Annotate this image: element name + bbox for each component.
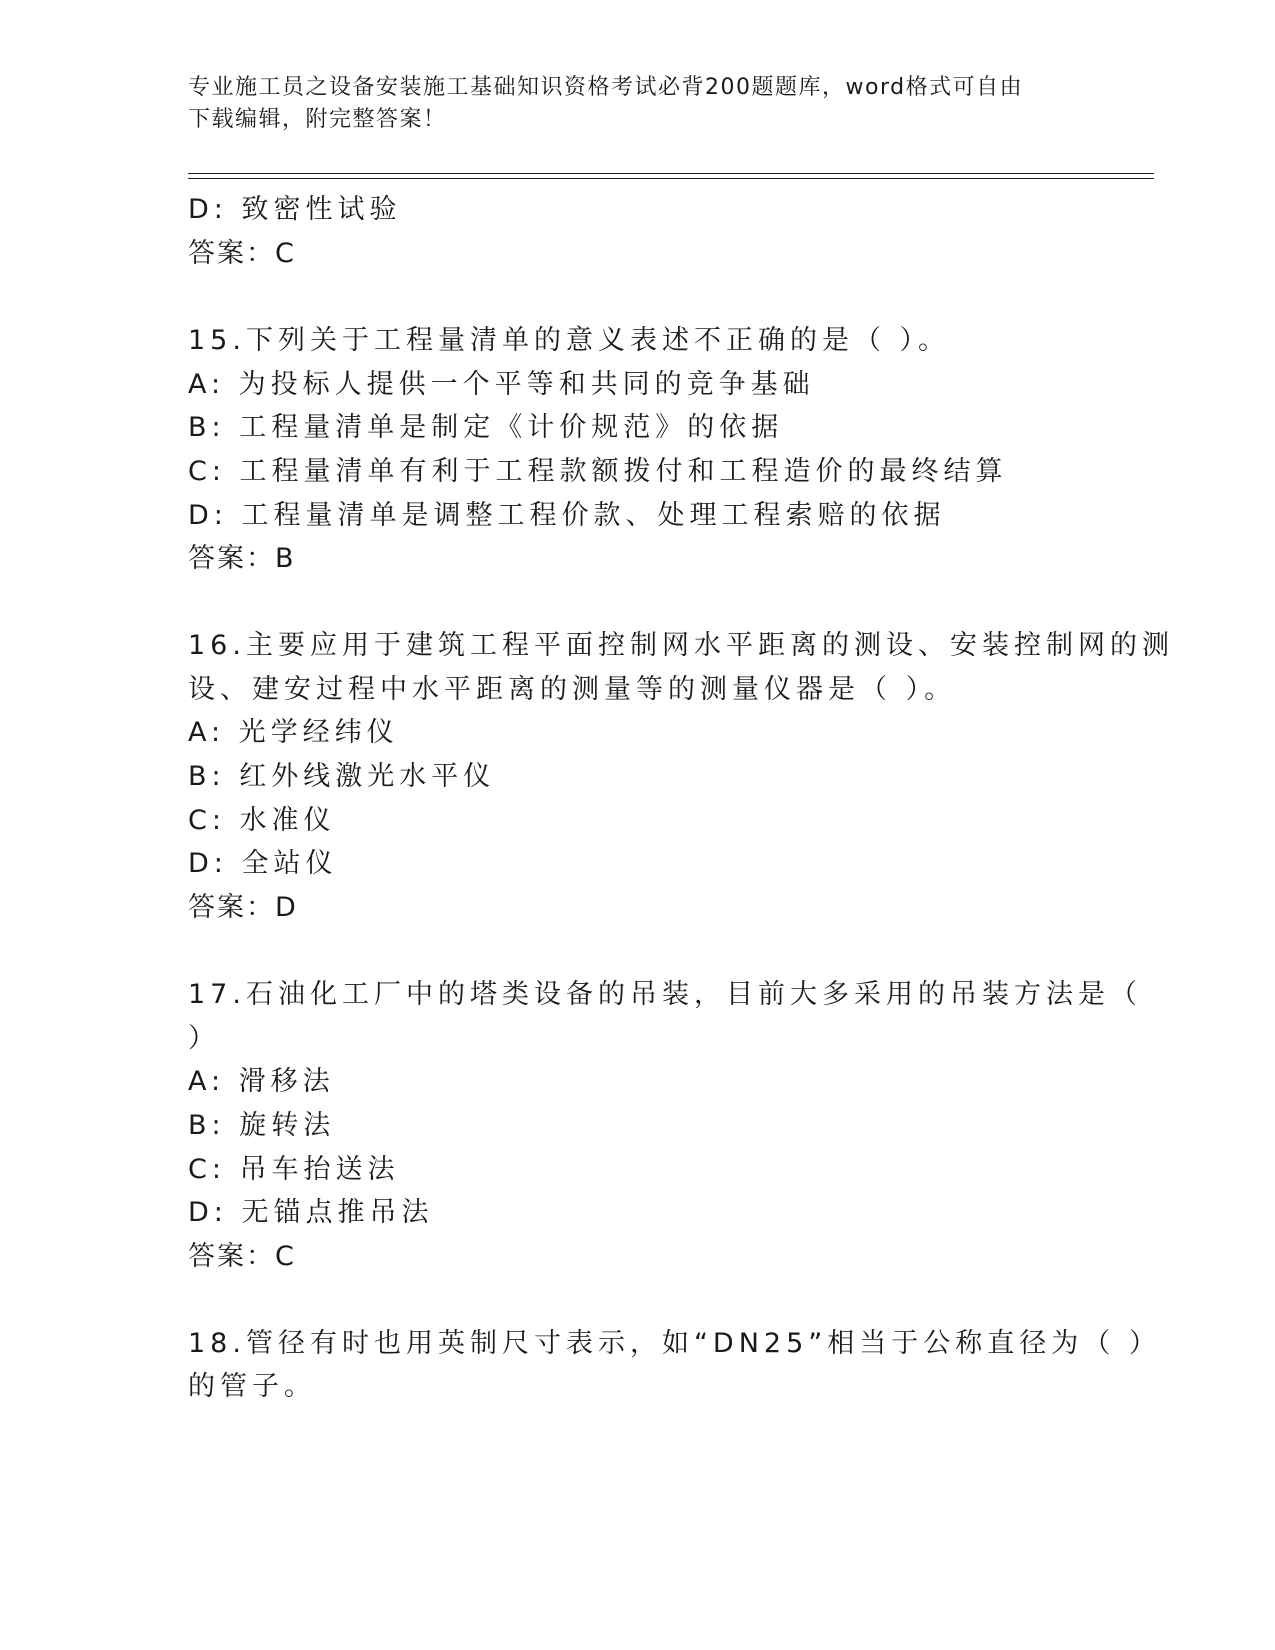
- document-header-line-2: 下载编辑，附完整答案！: [188, 107, 447, 132]
- q16-option-d: D: 全站仪: [188, 848, 338, 879]
- q17-answer: 答案：C: [188, 1241, 296, 1272]
- header-divider-bottom: [188, 178, 1154, 179]
- q17-question-line-1: 17.石油化工厂中的塔类设备的吊装，目前大多采用的吊装方法是（: [188, 979, 1142, 1010]
- q15-option-a: A: 为投标人提供一个平等和共同的竞争基础: [188, 369, 815, 400]
- q15-question: 15.下列关于工程量清单的意义表述不正确的是（ ）。: [188, 325, 951, 356]
- header-divider-top: [188, 173, 1154, 174]
- q15-option-d: D: 工程量清单是调整工程价款、处理工程索赔的依据: [188, 500, 946, 531]
- q14-answer: 答案：C: [188, 238, 296, 269]
- q16-option-a: A: 光学经纬仪: [188, 717, 399, 748]
- q16-option-b: B: 红外线激光水平仪: [188, 761, 496, 792]
- q16-option-c: C: 水准仪: [188, 805, 336, 836]
- q16-question-line-2: 设、建安过程中水平距离的测量等的测量仪器是（ ）。: [188, 674, 957, 705]
- q15-option-c: C: 工程量清单有利于工程款额拨付和工程造价的最终结算: [188, 456, 1008, 487]
- q15-answer: 答案：B: [188, 543, 296, 574]
- q17-option-b: B: 旋转法: [188, 1110, 336, 1141]
- document-header-line-1: 专业施工员之设备安装施工基础知识资格考试必背200题题库，word格式可自由: [188, 75, 1024, 100]
- q17-option-a: A: 滑移法: [188, 1066, 335, 1097]
- q16-answer: 答案：D: [188, 892, 298, 923]
- q17-option-c: C: 吊车抬送法: [188, 1154, 400, 1185]
- q17-question-line-2: ）: [188, 1023, 220, 1054]
- q16-question-line-1: 16.主要应用于建筑工程平面控制网水平距离的测设、安装控制网的测: [188, 630, 1174, 661]
- q18-question-line-2: 的管子。: [188, 1371, 316, 1402]
- q17-option-d: D: 无锚点推吊法: [188, 1197, 434, 1228]
- q18-question-line-1: 18.管径有时也用英制尺寸表示，如“DN25”相当于公称直径为（ ）: [188, 1328, 1161, 1359]
- q14-option-d: D: 致密性试验: [188, 194, 402, 225]
- q15-option-b: B: 工程量清单是制定《计价规范》的依据: [188, 412, 784, 443]
